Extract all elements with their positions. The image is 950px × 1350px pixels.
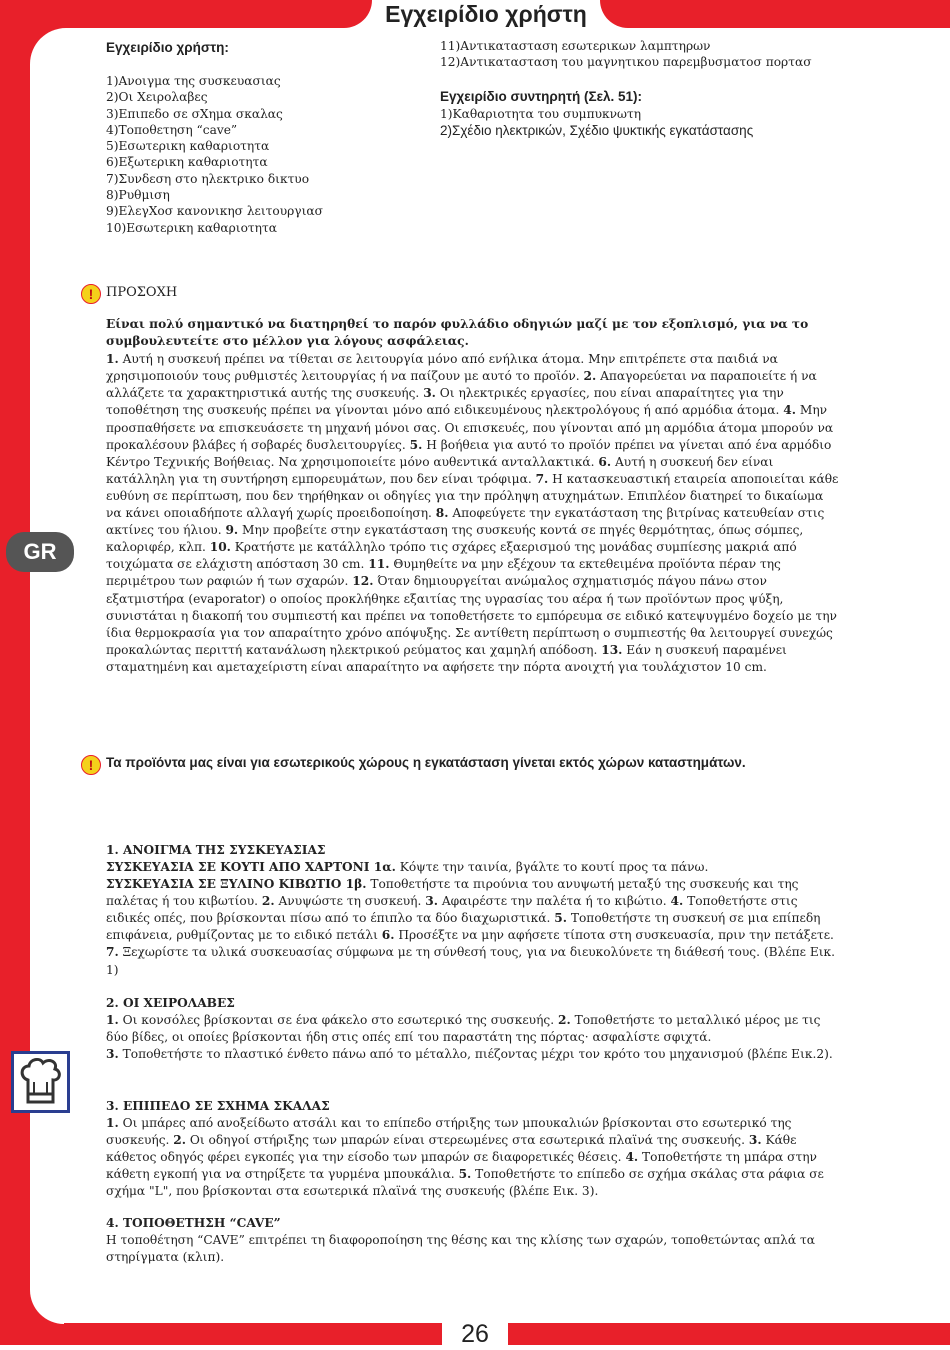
section-3 [106,1098,841,1200]
red-frame-top-left [0,0,372,28]
red-frame-left [0,0,30,1345]
red-frame-bottom-right [508,1323,950,1345]
warning-intro: Είναι πολύ σημαντικό να διατηρηθεί το παρόν φυλλάδιο οδηγιών μαζί με τον εξοπλισμό, για να το συμβουλευτείτε στο μέλλον για λόγους ασφάλειας. [106,317,809,349]
toc-item: 3)Επιπεδο σε σΧημα σκαλας [106,106,283,121]
toc-user-heading: Εγχειρίδιο χρήστη: [106,40,229,55]
section-4-title: 4. ΤΟΠΟΘΕΤΗΣΗ “CAVE” [106,1216,281,1230]
section-1 [106,842,841,979]
section-3-title: 3. ΕΠΙΠΕΔΟ ΣΕ ΣΧΗΜΑ ΣΚΑΛΑΣ [106,1099,330,1113]
section-2-title: 2. ΟΙ ΧΕΙΡΟΛΑΒΕΣ [106,996,235,1010]
red-frame-bottom-left [0,1323,442,1345]
warning-icon: ! [81,755,101,775]
warning-title: ΠΡΟΣΟΧΗ [106,285,178,300]
toc-item: 9)ΕλεγΧοσ κανονικησ λειτουργιασ [106,204,323,219]
red-frame-corner [30,28,66,64]
toc-item: 11)Αντικατασταση εσωτερικων λαμπτηρων [440,39,711,53]
language-badge: GR [6,532,74,572]
page-number: 26 [461,1320,489,1348]
toc-user-list [106,73,323,236]
section-2-body: 1. Οι κονσόλες βρίσκονται σε ένα φάκελο στο εσωτερικό της συσκευής. 2. Τοποθετήστε το μεταλλικό μέρος με τις δύο βίδες, οι οποίες βρίσκονται ήδη στις οπές επί του παραστάτη της πόρτας· ασφαλίστε σφιχτά. 3. Τοποθετήστε το πλαστικό ένθετο πάνω από το μέταλλο, πιέζοντας μέχρι τον κρότο του μηχανισμού (βλέπε Εικ.2). [106,1013,833,1062]
toc-item: 5)Εσωτερικη καθαριοτητα [106,139,270,154]
toc-item: 7)Συνδεση στο ηλεκτρικο δικτυο [106,171,310,186]
toc-item: 1)Ανοιγμα της συσκευασιας [106,74,281,88]
section-1-title: 1. ΑΝΟΙΓΜΑ ΤΗΣ ΣΥΣΚΕΥΑΣΙΑΣ [106,843,326,857]
red-frame-bottom-corner [30,1290,64,1324]
section-4-body: Η τοποθέτηση “CAVE” επιτρέπει τη διαφοροποίηση της θέσης και της κλίσης των σχαρών, τοποθετώντας απλά τα στηρίγματα (κλιπ). [106,1233,815,1265]
toc-maint-heading: Εγχειρίδιο συντηρητή (Σελ. 51): [440,89,642,104]
warning-icon: ! [81,284,101,304]
chef-hat-icon [11,1051,70,1113]
toc-item: 8)Ρυθμιση [106,188,170,203]
toc-item: 12)Αντικατασταση του μαγνητικου παρεμβυσματοσ πορτασ [440,55,812,70]
toc-item: 4)Τοποθετηση “cave” [106,122,238,137]
toc-user-list-cont [440,38,812,71]
section-3-body: 1. Οι μπάρες από ανοξείδωτο ατσάλι και το επίπεδο στήριξης των μπουκαλιών βρίσκονται στο εσωτερικό της συσκευής. 2. Οι οδηγοί στήριξης των μπαρών είναι στερεωμένες στα εσωτερικά πλαϊνά της συσκευής. 3. Κάθε κάθετος οδηγός φέρει εγκοπές για την είσοδο των μπαρών σε διαφορετικές θέσεις. 4. Τοποθετήστε τη μπάρα στην κάθετη εγκοπή για να στηρίξετε τα γυρμένα μπουκάλια. 5. Τοποθετήστε το επίπεδο σε σχήμα σκάλας στα ράφια σε σχήμα "L", που βρίσκονται στα εσωτερικά πλαϊνά της συσκευής (βλέπε Εικ. 3). [106,1116,824,1199]
red-frame-top-right [600,0,950,28]
section-1-body: ΣΥΣΚΕΥΑΣΙΑ ΣΕ ΚΟΥΤΙ ΑΠΟ ΧΑΡΤΟΝΙ 1α. Κόψτε την ταινία, βγάλτε το κουτί προς τα πάνω. ΣΥΣΚΕΥΑΣΙΑ ΣΕ ΞΥΛΙΝΟ ΚΙΒΩΤΙΟ 1β. Τοποθετήστε τα πιρούνια του ανυψωτή μεταξύ της συσκευής και της παλέτας ή του κιβωτίου. 2. Ανυψώστε τη συσκευή. 3. Αφαιρέστε την παλέτα ή το κιβώτιο. 4. Τοποθετήστε στις ειδικές οπές, που βρίσκονται πίσω από το έπιπλο τα δύο διαχωριστικά. 5. Τοποθετήστε τη συσκευή σε μια επίπεδη επιφάνεια, ρυθμίζοντας με το ειδικό πετάλι 6. Προσέξτε να μην αφήσετε τίποτα στη συσκευασία, πριν την πετάξετε. 7. Ξεχωρίστε τα υλικά συσκευασίας σύμφωνα με τη σύνθεσή τους, για να διευκολύνετε τη διάθεσή τους. (Βλέπε Εικ. 1) [106,860,835,977]
toc-maint-item: 2)Σχέδιο ηλεκτρικών, Σχέδιο ψυκτικής εγκατάστασης [440,123,754,138]
toc-item: 10)Εσωτερικη καθαριοτητα [106,220,277,235]
toc-maint-item: 1)Καθαριοτητα του συμπυκνωτη [440,107,642,121]
page-title: Εγχειρίδιο χρήστη [385,1,587,27]
indoor-notice: Τα προϊόντα μας είναι για εσωτερικούς χώρους η εγκατάσταση γίνεται εκτός χώρων καταστημάτων. [106,755,746,770]
section-4 [106,1215,841,1266]
warning-points: 1. Αυτή η συσκευή πρέπει να τίθεται σε λειτουργία μόνο από ενήλικα άτομα. Μην επιτρέπετε στα παιδιά να χρησιμοποιούν τους ρυθμιστές λειτουργίας ή να παίζουν με αυτό το προϊόν. 2. Απαγορεύεται να παραποιείτε ή να αλλάζετε τα χαρακτηριστικά αυτής της συσκευής. 3. Οι ηλεκτρικές εργασίες, που είναι απαραίτητες για την τοποθέτηση της συσκευής πρέπει να γίνονται μόνο από ειδικευμένους ηλεκτρολόγους ή από αρμόδια άτομα. 4. Μην προσπαθήσετε να επισκευάσετε τη μηχανή μόνοι σας. Οι επισκευές, που γίνονται από μη αρμόδια άτομα μπορούν να προκαλέσουν βλάβες ή σοβαρές δυσλειτουργίες. 5. Η βοήθεια για αυτό το προϊόν πρέπει να γίνεται από ένα αρμόδιο Κέντρο Τεχνικής Βοήθειας. Να χρησιμοποιείτε μόνο αυθεντικά ανταλλακτικά. 6. Αυτή η συσκευή δεν είναι κατάλληλη για τη συντήρηση εμπορευμάτων, που δεν είναι τρόφιμα. 7. Η κατασκευαστική εταιρεία αποποιείται κάθε ευθύνη σε περίπτωση, που δεν τηρήθηκαν οι οδηγίες για την πρόληψη ατυχημάτων. Επιπλέον διατηρεί το δικαίωμα να κάνει οποιαδήποτε αλλαγή χωρίς προειδοποίηση. 8. Αποφεύγετε την εγκατάσταση της βιτρίνας κατευθείαν στις ακτίνες του ήλιου. 9. Μην προβείτε στην εγκατάσταση της συσκευής κοντά σε πηγές θερμότητας, όπως σόμπες, καλοριφέρ, κλπ. 10. Κρατήστε με κατάλληλο τρόπο τις σχάρες εξαερισμού της μονάδας συμπίεσης μακριά από τοιχώματα σε ελάχιστη απόσταση 30 cm. 11. Θυμηθείτε να μην εξέχουν τα εκτεθειμένα προϊόντα πέραν της περιμέτρου των ραφιών ή των σχαρών. 12. Όταν δημιουργείται ανώμαλος σχηματισμός πάγου πάνω στον εξατμιστήρα (evaporator) ο οποίος προκλήθηκε εξαιτίας της υγρασίας του αέρα ή των προϊόντων προς ψύξη, συνιστάται η διακοπή του συμπιεστή και πρέπει να τοποθετήσετε το εμπόρευμα σε ειδικό κατεψυγμένο δοχείο με την ίδια θερμοκρασία για τον απαραίτητο χρόνο απόψυξης. Σε αντίθετη περίπτωση ο συμπιεστής θα λειτουργεί συνεχώς προκαλώντας περιττή κατανάλωση ηλεκτρικού ρεύματος και χαμηλή απόδοση. 13. Εάν η συσκευή παραμένει σταματημένη και αμεταχείριστη είναι απαραίτητο να αφήσετε την πόρτα ανοιχτή για τουλάχιστον 10 cm. [106,352,839,674]
toc-item: 6)Εξωτερικη καθαριοτητα [106,155,268,170]
toc-item: 2)Οι Χειρολαβες [106,90,208,105]
section-2 [106,995,841,1063]
warning-text [106,316,841,676]
